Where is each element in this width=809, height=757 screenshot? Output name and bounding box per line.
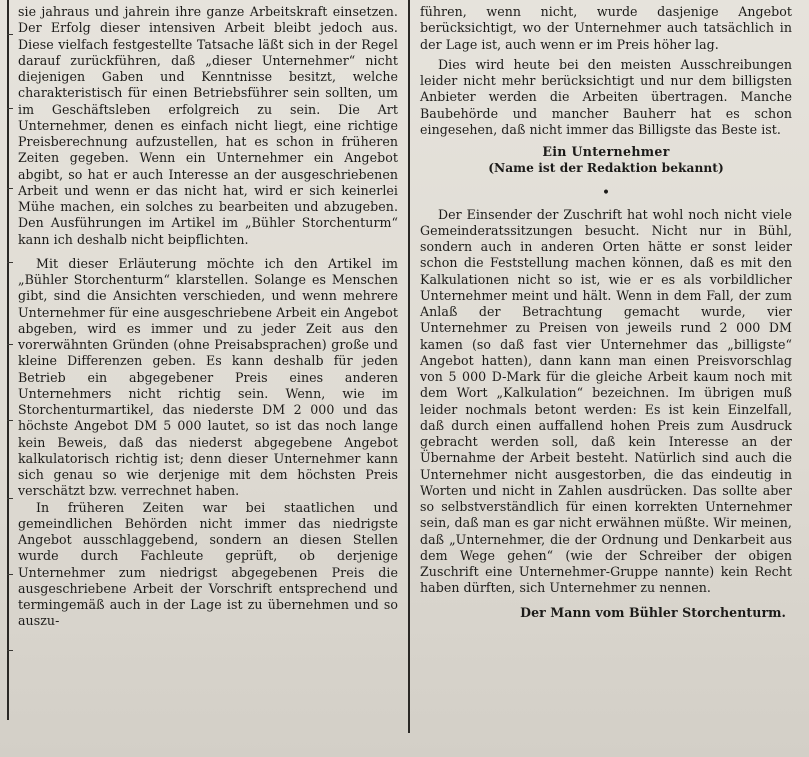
- right-paragraph-2: Dies wird heute bei den meisten Ausschreibungen leider nicht mehr berücksichtigt und nur dem billigsten Anbieter werden die Arbeiten übertragen. Manche Baubehörde und mancher Bauherr hat es schon eingesehen, daß nicht immer das Billigste das Beste ist.: [420, 56, 792, 137]
- left-column: [18, 4, 398, 630]
- letter-signature-name: Ein Unternehmer: [542, 144, 670, 159]
- section-separator: •: [601, 184, 611, 201]
- column-separator-rule: [408, 0, 410, 733]
- left-margin-rule: [7, 0, 9, 720]
- left-paragraph-1: sie jahraus und jahrein ihre ganze Arbeitskraft einsetzen. Der Erfolg dieser intensiven Arbeit bleibt jedoch aus. Diese vielfach festgestellte Tatsache läßt sich in der Regel darauf zurückführen, daß „dieser Unternehmer“ nicht diejenigen Gaben und Kenntnisse besitzt, welche charakteristisch für einen Betriebsführer sein sollten, um im Geschäftsleben erfolgreich zu sein. Die Art Unternehmer, denen es einfach nicht liegt, eine richtige Preisberechnung aufzustellen, hat es schon in früheren Zeiten gegeben. Wenn ein Unternehmer ein Angebot abgibt, so hat er auch Interesse an der ausgeschriebenen Arbeit und wenn er das nicht hat, wird er sich keinerlei Mühe machen, ein solches zu bearbeiten und abzugeben. Den Ausführungen im Artikel im „Bühler Storchenturm“ kann ich deshalb nicht beipflichten.: [18, 4, 398, 247]
- right-column: [420, 4, 792, 621]
- left-paragraph-2: Mit dieser Erläuterung möchte ich den Artikel im „Bühler Storchenturm“ klarstellen. Solange es Menschen gibt, sind die Ansichten verschieden, und wenn mehrere Unternehmer für eine ausgeschriebene Arbeit ein Angebot abgeben, wird es immer und zu jeder Zeit aus den vorerwähnten Gründen (ohne Preisabsprachen) große und kleine Differenzen geben. Es kann deshalb für jeden Betrieb ein abgegebener Preis eines anderen Unternehmers nicht richtig sein. Wenn, wie im Storchenturmartikel, das niederste DM 2 000 und das höchste Angebot DM 5 000 lautet, so ist das noch lange kein Beweis, daß das niederst abgegebene Angebot kalkulatorisch richtig ist; denn dieser Unternehmer kann sich genau so wie derjenige mit dem höchsten Preis verschätzt bzw. verrechnet haben.: [18, 255, 398, 499]
- right-paragraph-3: Der Einsender der Zuschrift hat wohl noch nicht viele Gemeinderatssitzungen besucht. Nicht nur in Bühl, sondern auch in anderen Orten hätte er sonst leider schon die Feststellung machen können, daß es mit den Kalkulationen nicht so ist, wie er es als vorbildlicher Unternehmer meint und hält. Wenn in dem Fall, der zum Anlaß der Betrachtung gemacht wurde, vier Unternehmer zu Preisen von jeweils rund 2 000 DM kamen (so daß fast vier Unternehmer das „billigste“ Angebot hatten), dann kann man einen Preisvorschlag von 5 000 D-Mark für die gleiche Arbeit kaum noch mit dem Wort „Kalkulation“ bezeichnen. Im übrigen muß leider nochmals betont werden: Es ist kein Einzelfall, daß durch einen auffallend hohen Preis zum Ausdruck gebracht werden soll, daß kein Interesse an der Übernahme der Arbeit besteht. Natürlich sind auch die Unternehmer nicht ausgestorben, die das eindeutig in Worten und nicht in Zahlen ausdrücken. Das sollte aber so selbstverständlich für einen korrekten Unternehmer sein, daß man es gar nicht erwähnen müßte. Wir meinen, daß „Unternehmer, die der Ordnung und Denkarbeit aus dem Wege gehen“ (wie der Schreiber der obigen Zuschrift eine Unternehmer-Gruppe nannte) kein Recht haben dürften, sich Unternehmer zu nennen.: [420, 206, 792, 596]
- editorial-signature: Der Mann vom Bühler Storchenturm.: [520, 604, 786, 620]
- letter-signature-note: (Name ist der Redaktion bekannt): [488, 161, 724, 176]
- left-paragraph-3: In früheren Zeiten war bei staatlichen und gemeindlichen Behörden nicht immer das niedrigste Angebot ausschlaggebend, sondern an diesen Stellen wurde durch Fachleute geprüft, ob derjenige Unternehmer zum niedrigst abgegebenen Preis die ausgeschriebene Arbeit der Vorschrift entsprechend und termingemäß auch in der Lage ist zu übernehmen und so auszu-: [18, 499, 398, 629]
- right-paragraph-1: führen, wenn nicht, wurde dasjenige Angebot berücksichtigt, wo der Unternehmer auch tatsächlich in der Lage ist, auch wenn er im Preis höher lag.: [420, 4, 792, 52]
